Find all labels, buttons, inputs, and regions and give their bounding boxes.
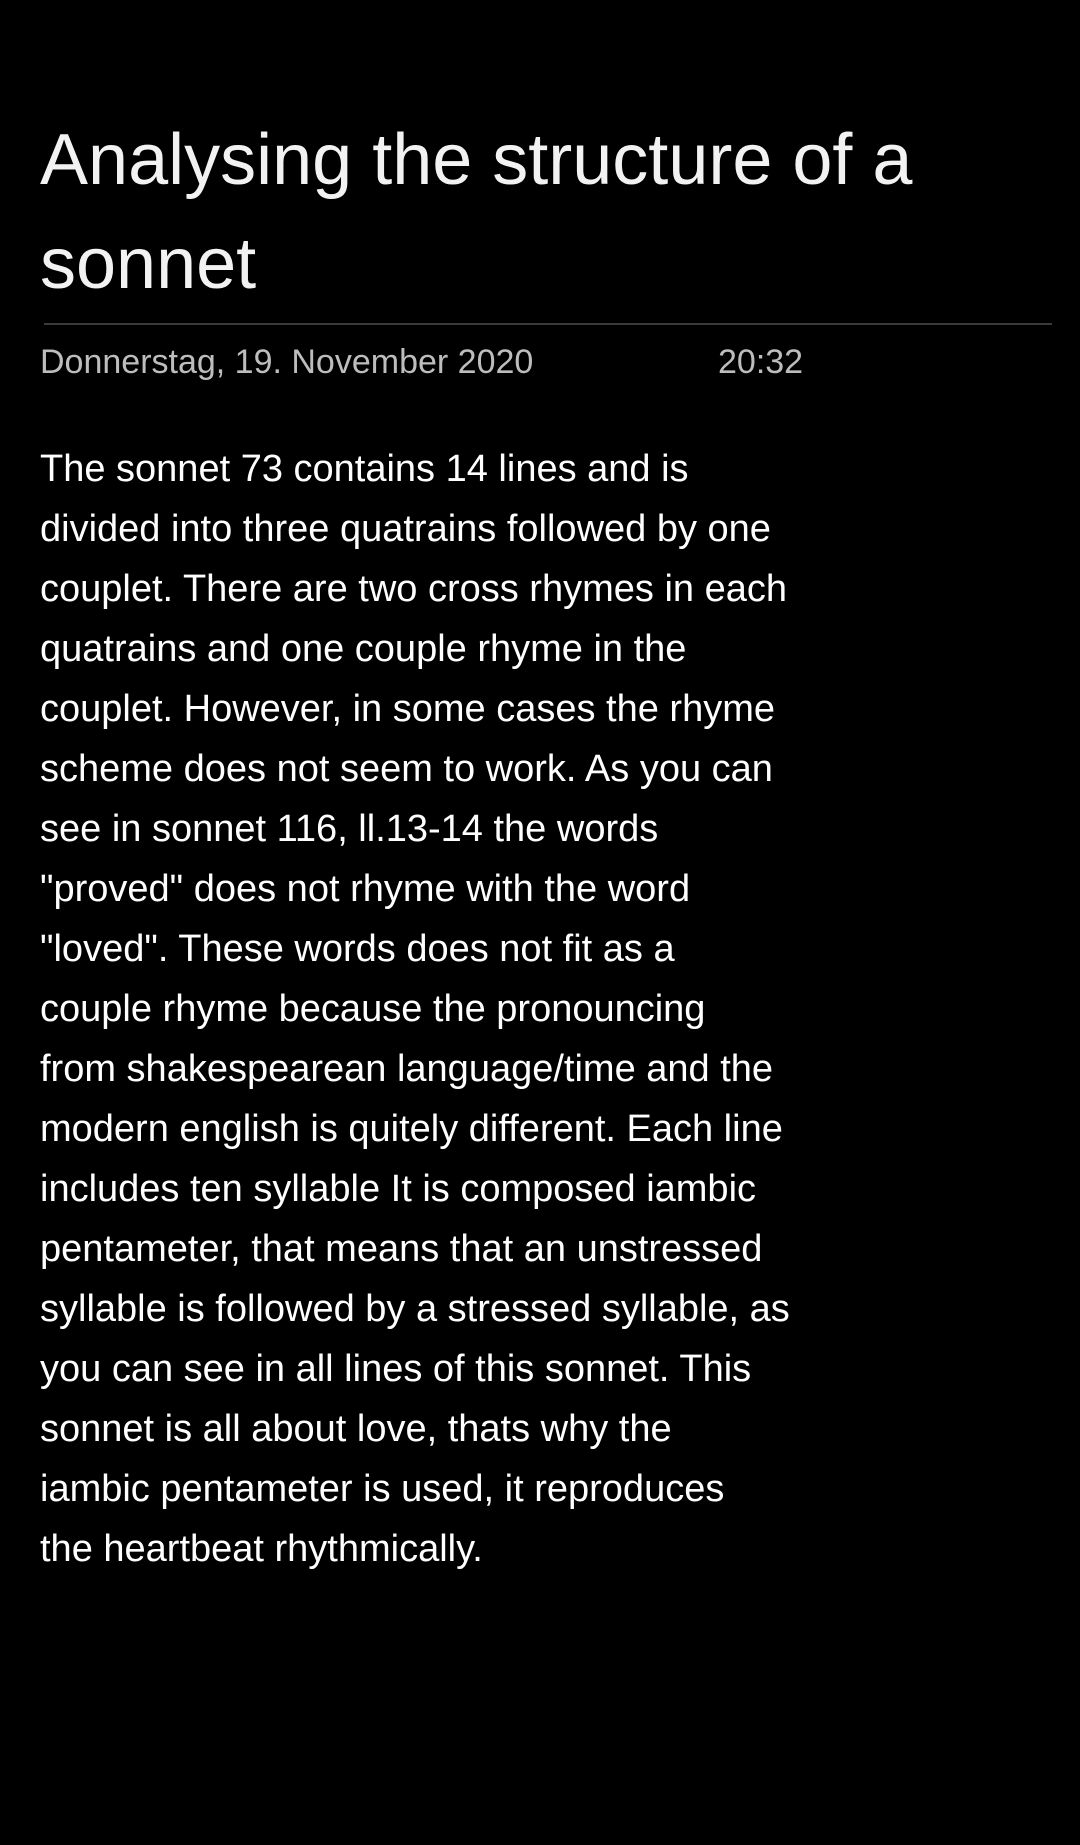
note-date: Donnerstag, 19. November 2020 [40,343,534,381]
note-body[interactable]: The sonnet 73 contains 14 lines and is divided into three quatrains followed by one couplet. There are two cross rhymes in each quatrains and one couple rhyme in the couplet. However, in some cases the rhyme scheme does not seem to work. As you can see in sonnet 116, ll.13-14 the words "proved" does not rhyme with the word "loved". These words does not fit as a couple rhyme because the pronouncing from shakespearean language/time and the modern english is quitely different. Each line includes ten syllable It is composed iambic pentameter, that means that an unstressed syllable is followed by a stressed syllable, as you can see in all lines of this sonnet. This sonnet is all about love, thats why the iambic pentameter is used, it reproduces the heartbeat rhythmically. [40,448,790,1570]
page-title: Analysing the structure of a sonnet [40,120,913,304]
title-divider [44,323,1052,325]
note-metadata [40,337,803,387]
note-time: 20:32 [718,343,804,381]
